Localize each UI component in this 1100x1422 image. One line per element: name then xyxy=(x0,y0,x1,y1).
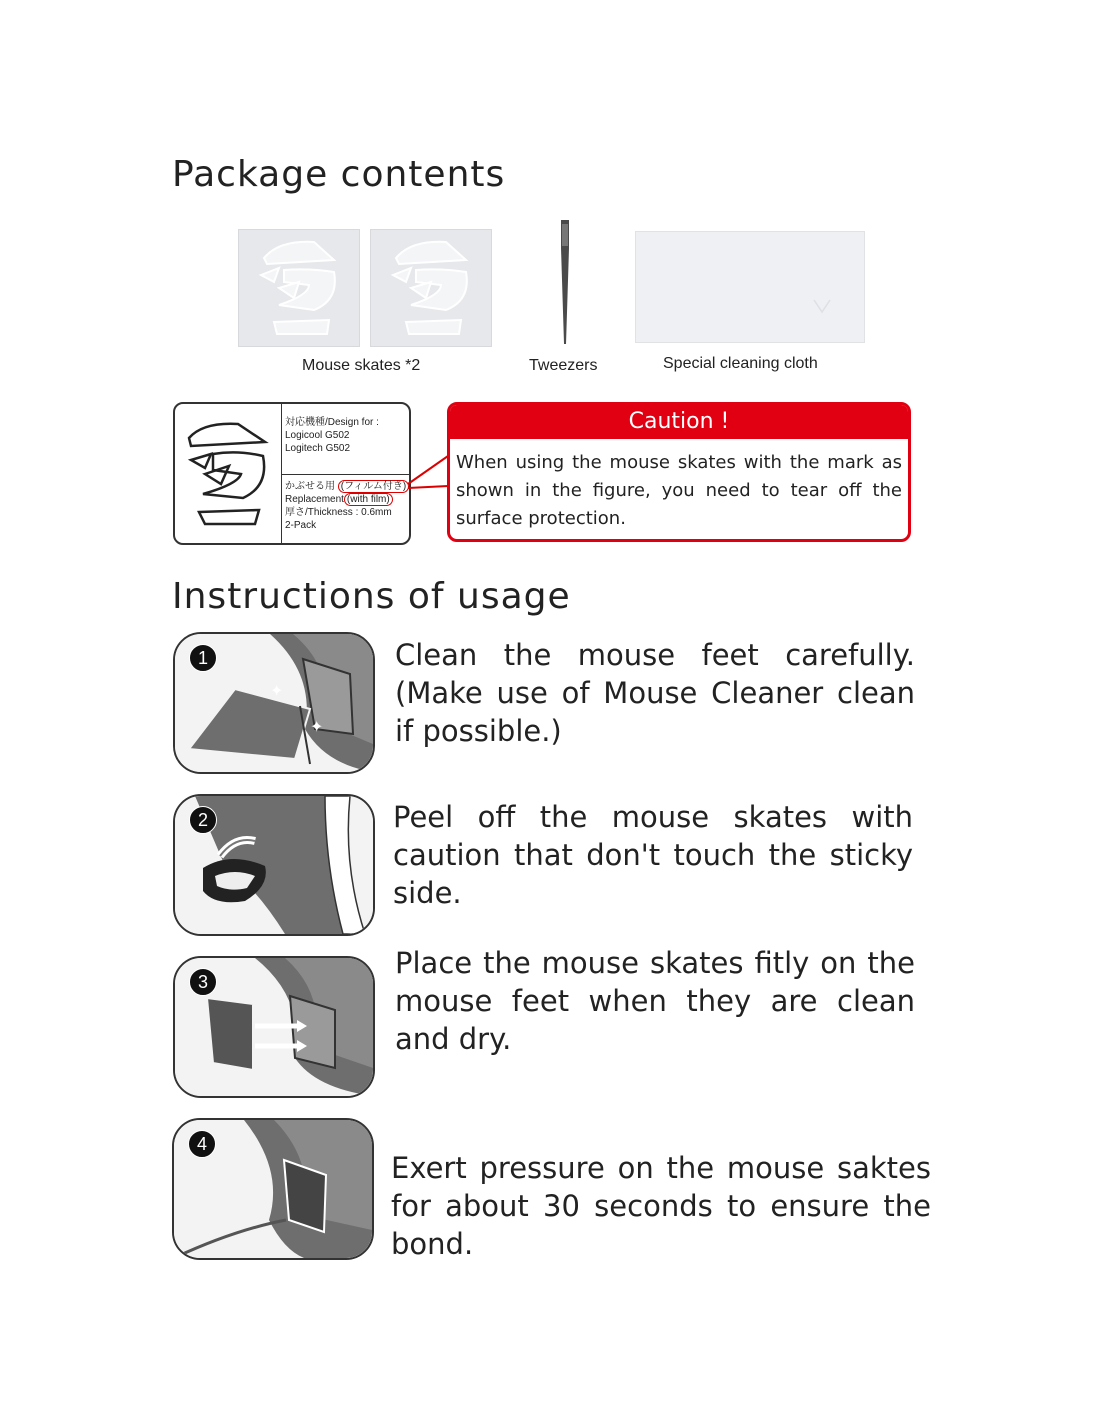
step-4-text: Exert pressure on the mouse saktes for about 30 seconds to ensure the bond. xyxy=(391,1151,931,1261)
step-2-illustration xyxy=(173,794,375,936)
caution-box xyxy=(447,402,911,542)
tweezers-caption: Tweezers xyxy=(529,357,598,374)
label-with-film-jp: (フィルム付き) xyxy=(338,480,409,493)
tweezers-icon xyxy=(556,218,574,346)
cleaning-cloth-image xyxy=(635,231,865,343)
label-replacement-en: Replacement xyxy=(285,494,344,505)
instructions-title: Instructions of usage xyxy=(172,576,571,617)
caution-pointer-icon xyxy=(400,450,452,500)
caution-title: Caution ! xyxy=(450,405,908,439)
label-with-film-en: (with film) xyxy=(344,493,393,506)
label-model-logicool: Logicool G502 xyxy=(285,430,350,441)
package-contents-title: Package contents xyxy=(172,154,506,195)
caution-body: When using the mouse skates with the mark as shown in the figure, you need to tear off the surface protection. xyxy=(456,452,902,529)
label-model-logitech: Logitech G502 xyxy=(285,443,351,454)
mouse-skate-shapes-icon xyxy=(239,230,359,346)
skate-sheet-image xyxy=(238,229,360,347)
step-4-number: 4 xyxy=(188,1130,216,1158)
product-label-card xyxy=(173,402,411,545)
step-1-number: 1 xyxy=(189,644,217,672)
step-1-text: Clean the mouse feet carefully. (Make use of Mouse Cleaner clean if possible.) xyxy=(395,638,915,748)
step-3-illustration xyxy=(173,956,375,1098)
mouse-skates-caption: Mouse skates *2 xyxy=(302,357,421,374)
svg-text:✦: ✦ xyxy=(270,681,284,700)
cloth-logo-icon xyxy=(636,232,864,342)
cleaning-cloth-caption: Special cleaning cloth xyxy=(663,355,818,372)
skate-sheet-image xyxy=(370,229,492,347)
step-3-number: 3 xyxy=(189,968,217,996)
step-2-text: Peel off the mouse skates with caution that don't touch the sticky side. xyxy=(393,800,913,910)
tweezers-image xyxy=(556,218,574,346)
step-2-number: 2 xyxy=(189,806,217,834)
step-3-text: Place the mouse skates fitly on the mouse feet when they are clean and dry. xyxy=(395,946,915,1056)
step-4-illustration xyxy=(172,1118,374,1260)
label-design-for: 対応機種/Design for : xyxy=(285,417,379,428)
label-thickness: 厚さ/Thickness : 0.6mm xyxy=(285,507,392,518)
mouse-skate-shapes-icon xyxy=(371,230,491,346)
step-1-illustration xyxy=(173,632,375,774)
label-pack: 2-Pack xyxy=(285,520,317,531)
mouse-skate-outline-icon xyxy=(183,416,275,531)
label-replacement-jp: かぶせる用 xyxy=(285,481,335,492)
svg-text:✦: ✦ xyxy=(310,717,324,736)
